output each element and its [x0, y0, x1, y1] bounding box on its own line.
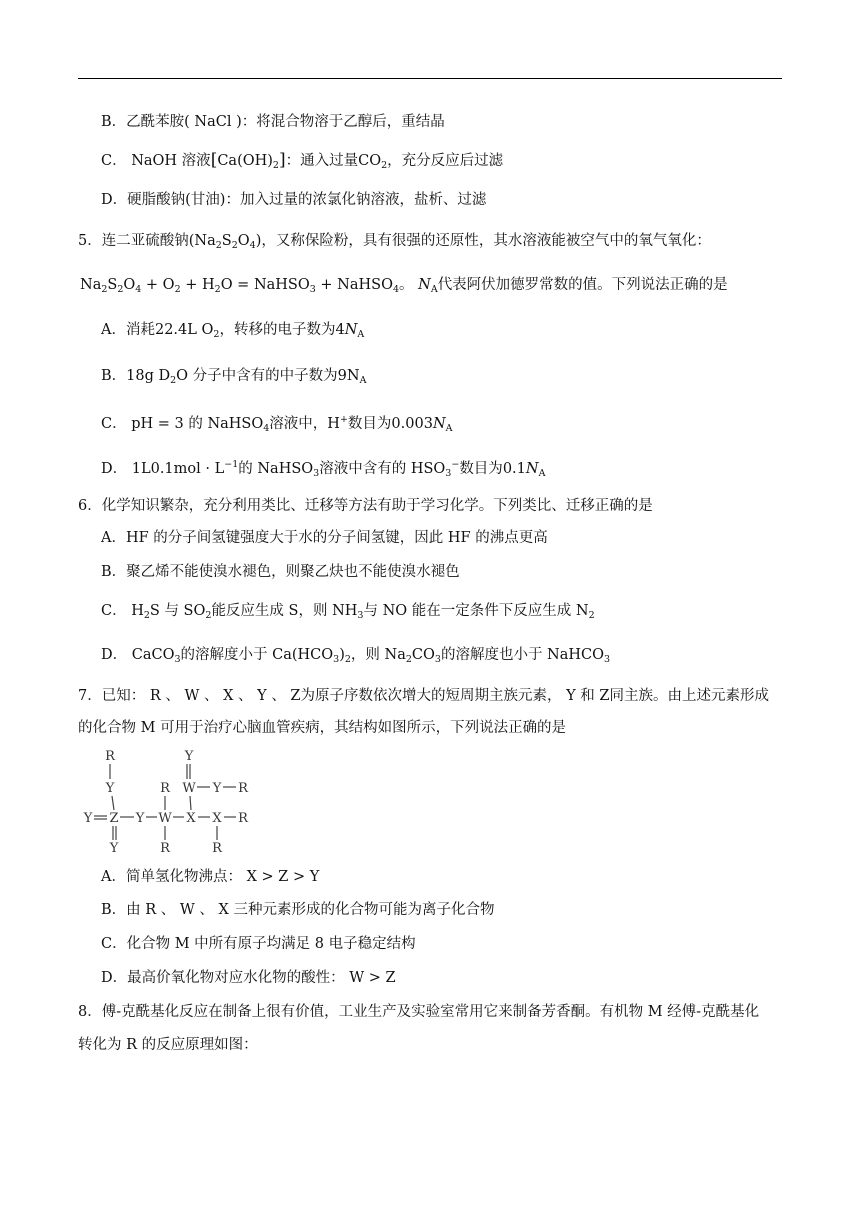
q7-structure-diagram [80, 744, 260, 856]
atom-r-3: R [160, 841, 170, 856]
q5-option-b: B．18g $D_2O$ 分子中含有的中子数为$9N_A$ [101, 368, 367, 386]
atom-r-5: R [238, 811, 248, 826]
atom-r-1: R [105, 749, 115, 764]
bond-lines [94, 764, 236, 840]
atom-x-2: X [212, 811, 222, 826]
header-rule [78, 78, 782, 79]
atom-y-3: Y [135, 811, 145, 826]
q7-option-b: B．由 R 、 W 、 X 三种元素形成的化合物可能为离子化合物 [101, 902, 495, 918]
atom-y-1: Y [105, 781, 115, 796]
q4-option-b: B．乙酰苯胺( NaCl )：将混合物溶于乙醇后，重结晶 [101, 114, 445, 130]
q4-option-d: D．硬脂酸钠(甘油)：加入过量的浓氯化钠溶液，盐析、过滤 [101, 192, 487, 208]
q6-option-b: B．聚乙烯不能使溴水褪色，则聚乙炔也不能使溴水褪色 [101, 564, 460, 580]
atom-r-4: R [238, 781, 248, 796]
q5-option-d: D． $1L0.1mol \cdot L^{-1}$的 NaHSO$_3$溶液中含有的 $HSO_3^-$数目为$0.1N_A$ [101, 459, 546, 479]
q6-option-a: A．HF 的分子间氢键强度大于水的分子间氢键，因此 HF 的沸点更高 [101, 530, 548, 546]
atom-y-6: Y [212, 781, 222, 796]
atom-z: Z [109, 811, 119, 826]
q8-stem-line2: 转化为 R 的反应原理如图： [78, 1037, 258, 1053]
atom-x-1: X [186, 811, 196, 826]
q8-stem-line1: 8．傅-克酰基化反应在制备上很有价值，工业生产及实验室常用它来制备芳香酮。有机物 M 经傅-克酰基化 [78, 1004, 760, 1020]
q7-option-d: D．最高价氧化物对应水化物的酸性： W > Z [101, 970, 396, 986]
q5-stem-line1: 5．连二亚硫酸钠$(Na_2S_2O_4)$，又称保险粉，具有很强的还原性，其水溶液能被空气中的氧气氧化： [78, 233, 711, 251]
q4-option-c: C． NaOH 溶液$[Ca(OH)_2]$：通入过量$CO_2$，充分反应后过滤 [101, 150, 504, 171]
atom-r-6: R [212, 841, 222, 856]
q7-stem-line1: 7．已知： R 、 W 、 X 、 Y 、 Z为原子序数依次增大的短周期主族元素， Y 和 Z同主族。由上述元素形成 [78, 688, 769, 704]
atom-w-2: W [182, 781, 196, 796]
q7-option-a: A．简单氢化物沸点： X > Z > Y [101, 869, 320, 885]
q6-option-c: C． $H_2S$ 与 $SO_2$能反应生成 S，则 $NH_3$与 NO 能在一定条件下反应生成 $N_2$ [101, 603, 595, 621]
atom-r-2: R [160, 781, 170, 796]
atom-y-5: Y [184, 749, 194, 764]
q5-option-c: C． pH = 3 的 NaHSO$_4$溶液中，H+数目为$0.003N_A$ [101, 414, 453, 434]
q6-stem: 6．化学知识繁杂，充分利用类比、迁移等方法有助于学习化学。下列类比、迁移正确的是 [78, 498, 653, 514]
q6-option-d: D． CaCO$_3$的溶解度小于 $Ca(HCO_3)_2$，则 $Na_2CO_3$的溶解度也小于 NaHCO$_3$ [101, 647, 611, 665]
q5-option-a: A．消耗22.4L $O_2$，转移的电子数为$4N_A$ [101, 322, 365, 340]
q5-stem-line2: $Na_2S_2O_4 + O_2 + H_2O$ = NaHSO$_3$ + NaHSO$_4$。 $N_A$代表阿伏加德罗常数的值。下列说法正确的是 [80, 277, 728, 295]
q7-option-c: C．化合物 M 中所有原子均满足 8 电子稳定结构 [101, 936, 416, 952]
atom-y-2: Y [83, 811, 93, 826]
atom-y-4: Y [109, 841, 119, 856]
q7-stem-line2: 的化合物 M 可用于治疗心脑血管疾病，其结构如图所示，下列说法正确的是 [78, 720, 567, 736]
atom-w-1: W [158, 811, 172, 826]
